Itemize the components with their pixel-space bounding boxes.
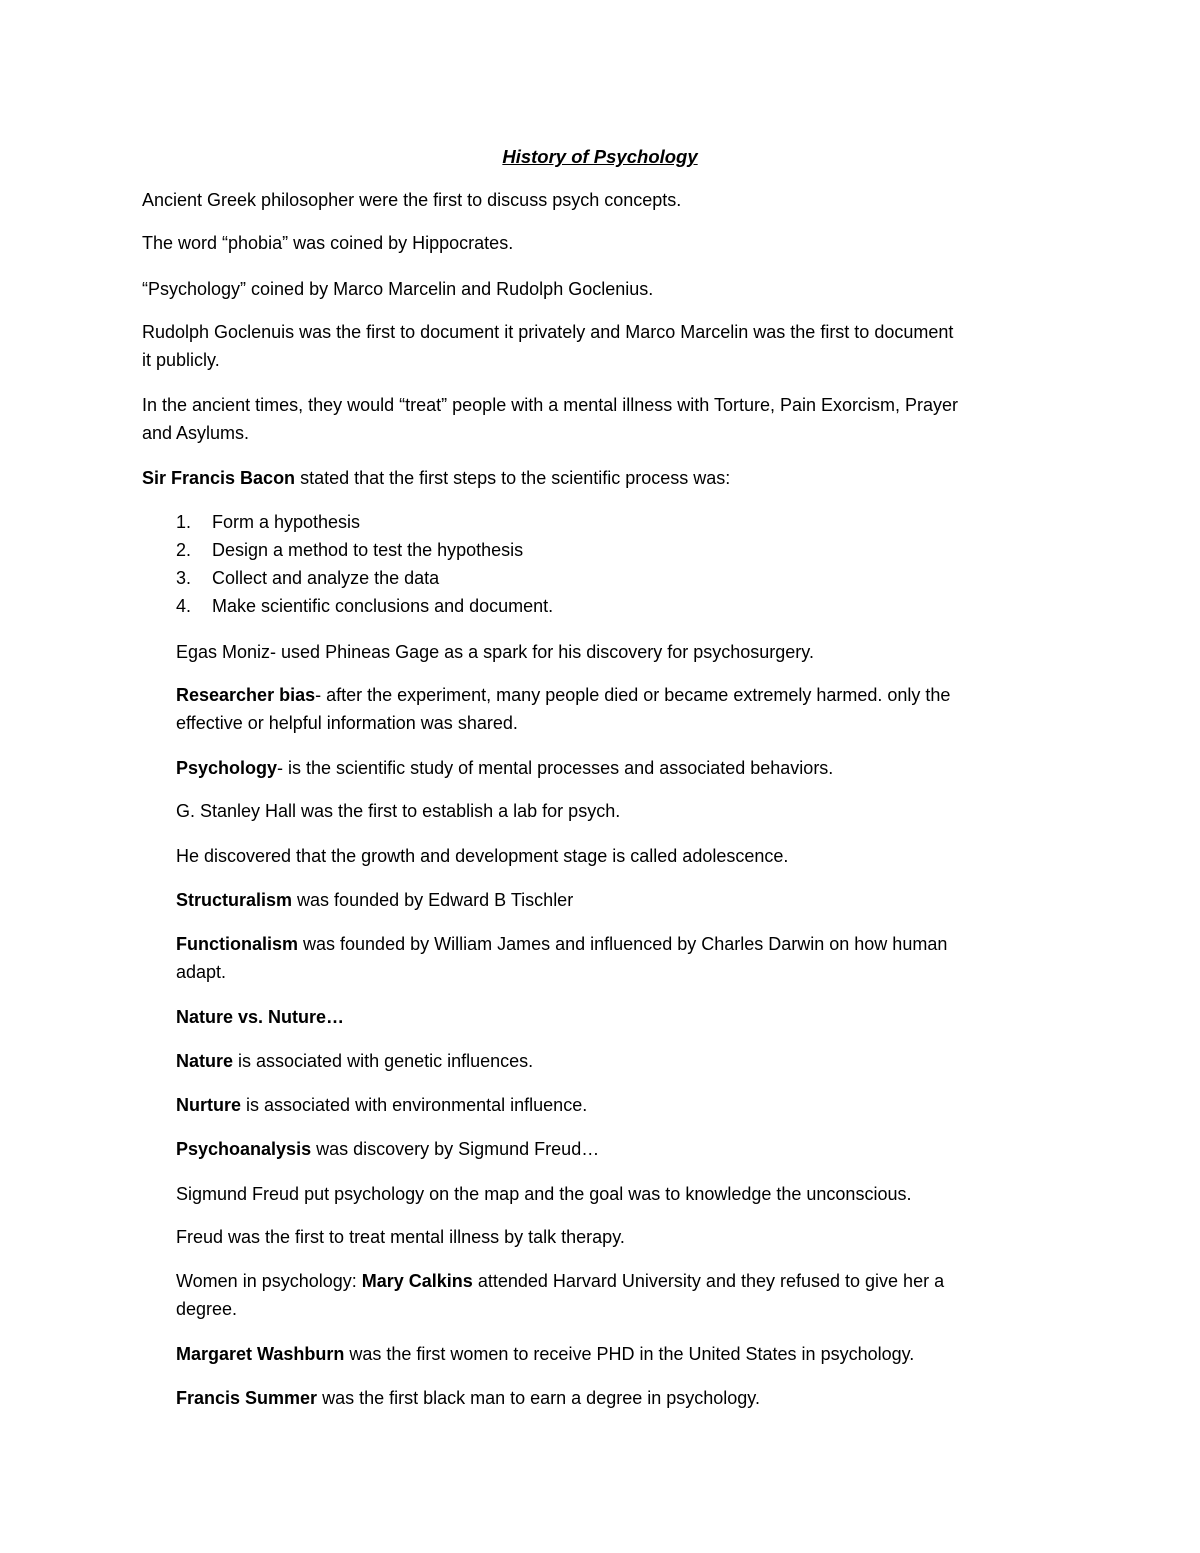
step-number: 3.	[176, 568, 192, 588]
paragraph-freud-map: Sigmund Freud put psychology on the map and the goal was to knowledge the unconscious.	[176, 1184, 912, 1204]
document-title: History of Psychology	[502, 146, 698, 167]
paragraph-bacon	[142, 464, 730, 492]
paragraph-ancient-line2: and Asylums.	[142, 423, 250, 443]
paragraph-functionalism-line1	[176, 930, 947, 958]
nature-rest: is associated with genetic influences.	[233, 1051, 534, 1071]
func-bold: Functionalism	[176, 934, 299, 954]
women-bold: Mary Calkins	[361, 1271, 473, 1291]
nurture-rest: is associated with environmental influence.	[241, 1095, 588, 1115]
paragraph-psychology-coined: “Psychology” coined by Marco Marcelin and Rudolph Goclenius.	[142, 279, 654, 299]
bacon-rest: stated that the first steps to the scientific process was:	[295, 468, 731, 488]
step-number: 4.	[176, 596, 192, 616]
nvn-bold: Nature vs. Nuture…	[176, 1007, 345, 1027]
paragraph-adolescence: He discovered that the growth and development stage is called adolescence.	[176, 846, 789, 866]
step-number: 2.	[176, 540, 192, 560]
bacon-bold: Sir Francis Bacon	[142, 468, 296, 488]
paragraph-freud-therapy: Freud was the first to treat mental illness by talk therapy.	[176, 1227, 625, 1247]
paragraph-summer	[176, 1384, 760, 1412]
step-item: Make scientific conclusions and document.	[212, 596, 554, 616]
paragraph-functionalism-line2: adapt.	[176, 962, 227, 982]
bias-rest: - after the experiment, many people died or became extremely harmed. only the	[315, 685, 951, 705]
paragraph-moniz: Egas Moniz- used Phineas Gage as a spark for his discovery for psychosurgery.	[176, 642, 814, 662]
paragraph-bias-line1	[176, 681, 950, 709]
paragraph-nurture	[176, 1091, 587, 1119]
bias-bold: Researcher bias	[176, 685, 316, 705]
paragraph-washburn	[176, 1340, 914, 1368]
paragraph-goclenuis-line1: Rudolph Goclenuis was the first to document it privately and Marco Marcelin was the first to document	[142, 322, 954, 342]
paragraph-goclenuis-line2: it publicly.	[142, 350, 220, 370]
struct-rest: was founded by Edward B Tischler	[292, 890, 574, 910]
paragraph-ancient-line1: In the ancient times, they would “treat” people with a mental illness with Torture, Pain Exorcism, Prayer	[142, 395, 959, 415]
step-item: Form a hypothesis	[212, 512, 361, 532]
paragraph-nature-vs-nurture	[176, 1003, 344, 1031]
paragraph-women-line2: degree.	[176, 1299, 238, 1319]
paragraph-nature	[176, 1047, 533, 1075]
psychdef-rest: - is the scientific study of mental processes and associated behaviors.	[277, 758, 834, 778]
paragraph-psychology-def	[176, 754, 833, 782]
psychoan-rest: was discovery by Sigmund Freud…	[311, 1139, 600, 1159]
func-rest: was founded by William James and influenced by Charles Darwin on how human	[298, 934, 948, 954]
washburn-bold: Margaret Washburn	[176, 1344, 345, 1364]
nature-bold: Nature	[176, 1051, 234, 1071]
women-rest: attended Harvard University and they refused to give her a	[472, 1271, 945, 1291]
paragraph-phobia: The word “phobia” was coined by Hippocrates.	[142, 233, 514, 253]
step-number: 1.	[176, 512, 192, 532]
step-item: Design a method to test the hypothesis	[212, 540, 524, 560]
paragraph-structuralism	[176, 886, 573, 914]
step-item: Collect and analyze the data	[212, 568, 440, 588]
paragraph-greek: Ancient Greek philosopher were the first to discuss psych concepts.	[142, 190, 682, 210]
paragraph-women-line1	[176, 1267, 944, 1295]
paragraph-psychoanalysis	[176, 1135, 599, 1163]
struct-bold: Structuralism	[176, 890, 293, 910]
nurture-bold: Nurture	[176, 1095, 242, 1115]
paragraph-bias-line2: effective or helpful information was shared.	[176, 713, 518, 733]
washburn-rest: was the first women to receive PHD in the United States in psychology.	[344, 1344, 915, 1364]
summer-rest: was the first black man to earn a degree in psychology.	[317, 1388, 760, 1408]
summer-bold: Francis Summer	[176, 1388, 318, 1408]
women-pre: Women in psychology:	[176, 1271, 362, 1291]
psychoan-bold: Psychoanalysis	[176, 1139, 312, 1159]
paragraph-hall: G. Stanley Hall was the first to establish a lab for psych.	[176, 801, 621, 821]
psychdef-bold: Psychology	[176, 758, 278, 778]
